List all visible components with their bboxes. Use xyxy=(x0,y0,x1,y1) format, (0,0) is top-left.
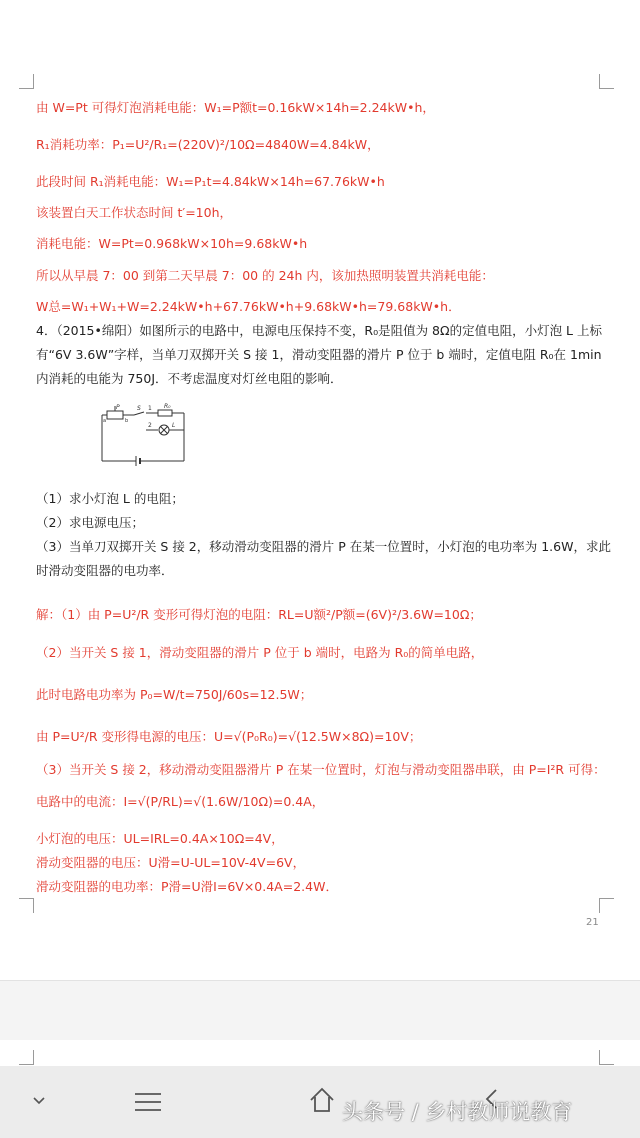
circuit-label: S xyxy=(137,405,141,412)
page-corner-mark xyxy=(599,1050,614,1065)
circuit-label: b xyxy=(125,418,129,424)
solution-line: 小灯泡的电压：UL=IRL=0.4A×10Ω=4V， xyxy=(36,831,284,846)
page-corner-mark xyxy=(19,898,34,913)
circuit-label: a xyxy=(103,418,107,424)
chevron-down-icon[interactable] xyxy=(32,1096,46,1106)
answer-line: W总=W₁+W₁+W=2.24kW•h+67.76kW•h+9.68kW•h=79.68kW•h． xyxy=(36,299,461,314)
solution-line: （3）当开关 S 接 2，移动滑动变阻器滑片 P 在某一位置时，灯泡与滑动变阻器串联，由 P=I²R 可得： xyxy=(36,762,606,777)
circuit-label: 1 xyxy=(148,405,152,412)
question-line: （2）求电源电压； xyxy=(36,515,144,530)
solution-line: 解：（1）由 P=U²/R 变形可得灯泡的电阻：RL=U额²/P额=(6V)²/3.6W=10Ω； xyxy=(36,607,482,622)
menu-icon[interactable] xyxy=(134,1091,162,1113)
question-line: 4．（2015•绵阳）如图所示的电路中，电源电压保持不变，R₀是阻值为 8Ω的定值电阻，小灯泡 L 上标 xyxy=(36,323,602,338)
question-line: 有“6V 3.6W”字样，当单刀双掷开关 S 接 1，滑动变阻器的滑片 P 位于 b 端时，定值电阻 R₀在 1min xyxy=(36,347,602,362)
solution-line: 由 P=U²/R 变形得电源的电压：U=√(P₀R₀)=√(12.5W×8Ω)=10V； xyxy=(36,729,422,744)
solution-line: 此时电路电功率为 P₀=W/t=750J/60s=12.5W； xyxy=(36,687,313,702)
circuit-label: P xyxy=(116,404,120,411)
page-corner-mark xyxy=(599,74,614,89)
circuit-diagram xyxy=(100,403,192,467)
home-icon[interactable] xyxy=(308,1086,336,1114)
circuit-label: R₀ xyxy=(164,403,171,410)
answer-line: 由 W=Pt 可得灯泡消耗电能：W₁=P额t=0.16kW×14h=2.24kW•h， xyxy=(36,100,435,115)
solution-line: 滑动变阻器的电功率：P滑=U滑I=6V×0.4A=2.4W． xyxy=(36,879,338,894)
circuit-label: L xyxy=(172,422,176,429)
solution-line: 滑动变阻器的电压：U滑=U-UL=10V-4V=6V， xyxy=(36,855,306,870)
answer-line: 所以从早晨 7：00 到第二天早晨 7：00 的 24h 内，该加热照明装置共消耗电能： xyxy=(36,268,494,283)
solution-line: 电路中的电流：I=√(P/RL)=√(1.6W/10Ω)=0.4A， xyxy=(36,794,325,809)
question-line: （3）当单刀双掷开关 S 接 2，移动滑动变阻器的滑片 P 在某一位置时，小灯泡的电功率为 1.6W，求此 xyxy=(36,539,611,554)
page-corner-mark xyxy=(599,898,614,913)
page-corner-mark xyxy=(19,1050,34,1065)
watermark-text: 头条号 / 乡村教师说教育 xyxy=(342,1100,573,1124)
question-line: （1）求小灯泡 L 的电阻； xyxy=(36,491,184,506)
next-page-top xyxy=(0,1040,640,1066)
circuit-label: 2 xyxy=(148,422,152,429)
answer-line: 该装置白天工作状态时间 t′=10h， xyxy=(36,205,233,220)
solution-line: （2）当开关 S 接 1，滑动变阻器的滑片 P 位于 b 端时，电路为 R₀的简单电路， xyxy=(36,645,484,660)
page-number: 21 xyxy=(586,917,599,928)
answer-line: 此段时间 R₁消耗电能：W₁=P₁t=4.84kW×14h=67.76kW•h xyxy=(36,174,385,189)
answer-line: 消耗电能：W=Pt=0.968kW×10h=9.68kW•h xyxy=(36,236,308,251)
page-corner-mark xyxy=(19,74,34,89)
question-line: 内消耗的电能为 750J．不考虑温度对灯丝电阻的影响． xyxy=(36,371,343,386)
question-line: 时滑动变阻器的电功率． xyxy=(36,563,174,578)
answer-line: R₁消耗功率：P₁=U²/R₁=(220V)²/10Ω=4840W=4.84kW， xyxy=(36,137,380,152)
